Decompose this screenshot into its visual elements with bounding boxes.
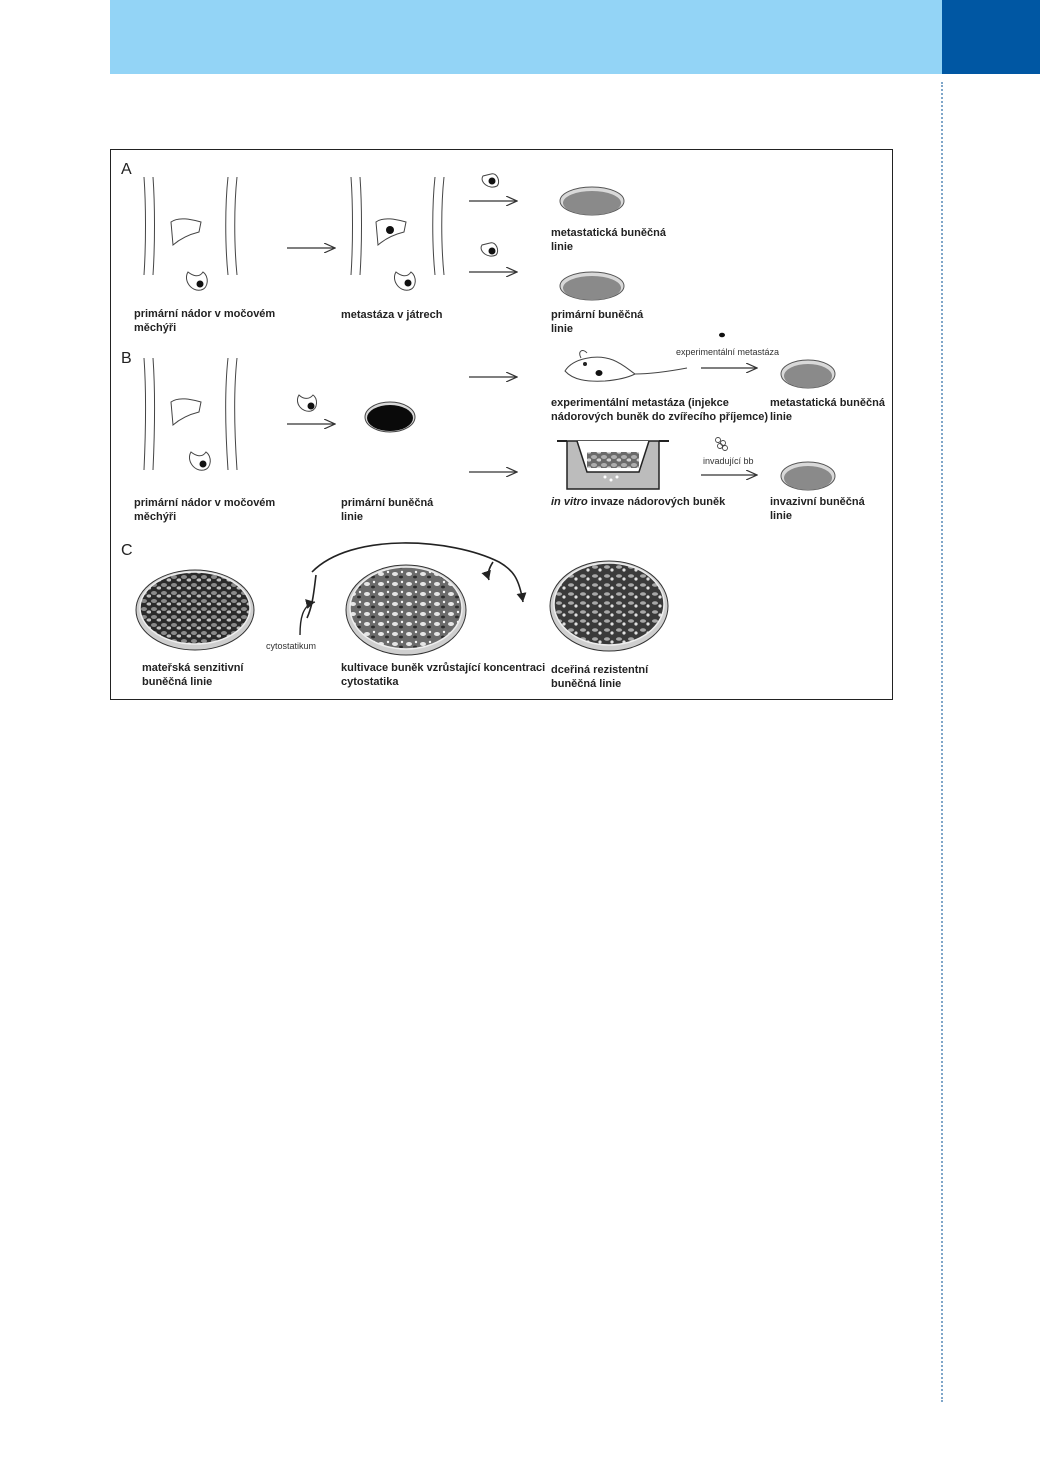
- panel-b-body-primary: [144, 358, 237, 470]
- label-a-metastatic-line: metastatická buněčná linie: [551, 227, 666, 253]
- label-b-metastatic-line: metastatická buněčná linie: [770, 397, 885, 423]
- dish-metastatic-a: [560, 187, 624, 215]
- side-dotted-rule: [941, 82, 943, 1402]
- label-a-primary-tumor: primární nádor v močovém měchýři: [134, 308, 276, 334]
- panel-b-letter: B: [121, 350, 132, 367]
- invading-cells-icon: [716, 438, 728, 451]
- cycle-arrow-left: [307, 575, 316, 618]
- label-b-experimental-metastasis: experimentální metastáza (injekce nádorových buněk do zvířecího příjemce): [551, 397, 768, 423]
- label-b-primary-line: primární buněčná linie: [341, 497, 434, 523]
- dish-daughter-line: [550, 561, 668, 651]
- label-b-invasive-line: invazivní buněčná linie: [770, 496, 865, 522]
- dish-primary-a: [560, 272, 624, 300]
- figure-frame: [110, 149, 893, 700]
- figure-artwork: [111, 150, 892, 699]
- mouse-drawing: [565, 351, 687, 382]
- label-c-cytostatic: cytostatikum: [266, 641, 317, 651]
- cycle-arrow-right: [488, 562, 493, 580]
- panel-a-organ-liver: [481, 174, 499, 256]
- transwell-insert: [557, 441, 669, 489]
- panel-b-organ-bladder: [297, 395, 316, 411]
- dish-cultivation: [346, 565, 466, 655]
- label-arrow-invading: invadující bb: [703, 456, 754, 466]
- panel-a-letter: A: [121, 161, 132, 178]
- header-tab: [942, 0, 1040, 74]
- label-c-cultivation: kultivace buněk vzrůstající koncentraci cytostatika: [341, 662, 546, 688]
- label-a-metastasis: metastáza v játrech: [341, 309, 443, 321]
- dish-primary-b: [365, 402, 415, 432]
- label-c-daughter: dceřiná rezistentní buněčná linie: [551, 664, 649, 690]
- label-arrow-experimental: experimentální metastáza: [676, 347, 780, 357]
- dish-metastatic-b: [781, 360, 835, 388]
- dish-invasive: [781, 462, 835, 490]
- panel-a-body-metastasis: [351, 177, 444, 290]
- header-band: [110, 0, 942, 74]
- label-b-primary-tumor: primární nádor v močovém měchýři: [134, 497, 276, 523]
- cytostatic-arrow: [300, 602, 315, 635]
- label-c-mother: mateřská senzitivní buněčná linie: [142, 662, 244, 688]
- panel-c-letter: C: [121, 542, 133, 559]
- cell-clump: [719, 333, 725, 338]
- dish-mother-line: [136, 570, 254, 650]
- label-a-primary-line: primární buněčná linie: [551, 309, 644, 335]
- panel-a-body-primary: [144, 177, 237, 290]
- label-b-invasion: in vitro invaze nádorových buněk: [551, 496, 726, 508]
